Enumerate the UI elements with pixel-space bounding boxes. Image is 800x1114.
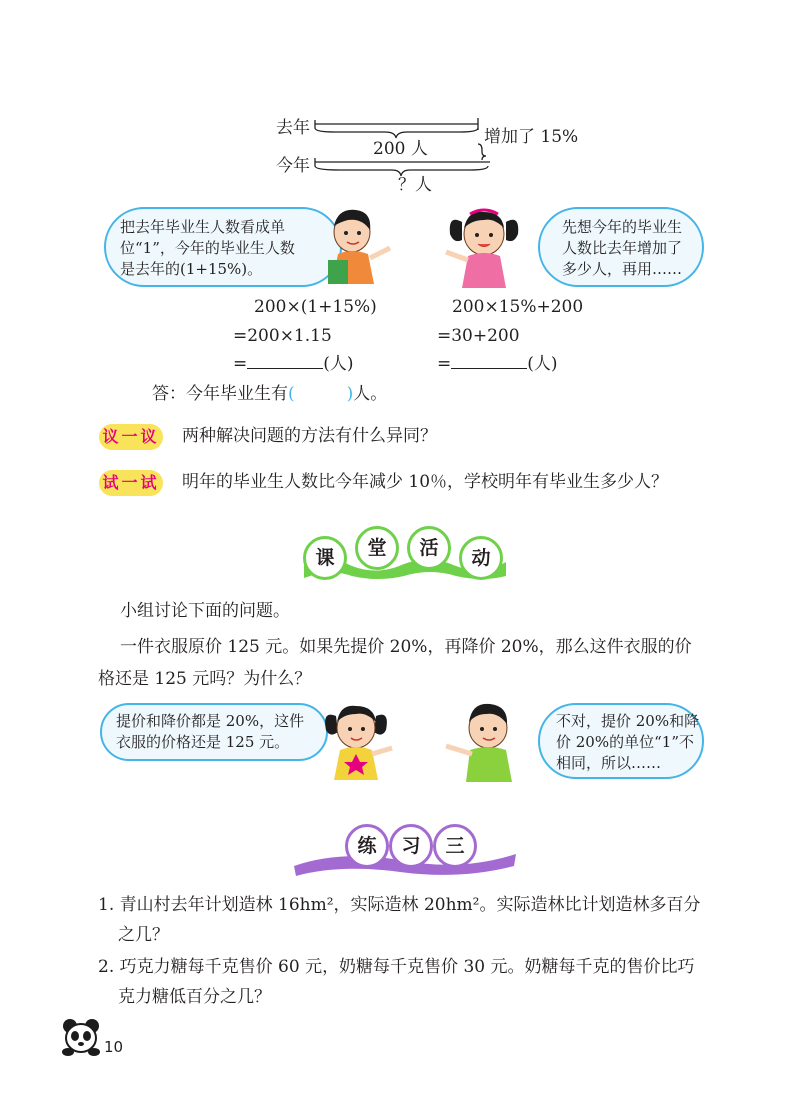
this-year-label: 今年	[276, 156, 310, 176]
activity-intro: 小组讨论下面的问题。	[120, 601, 290, 621]
try-text: 明年的毕业生人数比今年减少 10％，学校明年有毕业生多少人？	[182, 472, 669, 492]
girl-bottom-speech-text: 提价和降价都是 20%，这件 衣服的价格还是 125 元。	[116, 712, 305, 751]
calc-right-line-2: =30+200	[437, 326, 520, 346]
problem-2-line-2: 克力糖低百分之几？	[118, 987, 271, 1007]
boy-bottom-speech-text: 不对，提价 20%和降 价 20%的单位“1”不 相同，所以……	[556, 712, 700, 772]
activity-char-4: 动	[459, 536, 503, 580]
boy-pointing-icon	[440, 698, 526, 790]
calc-right-line-3: = (人)	[437, 354, 558, 374]
discuss-text: 两种解决问题的方法有什么异同？	[182, 426, 437, 446]
girl-bottom-speech-bubble	[100, 703, 328, 761]
exercise-char-2: 习	[389, 824, 433, 868]
boy-speech-text: 把去年毕业生人数看成单 位“1”，今年的毕业生人数 是去年的(1+15%)。	[120, 218, 295, 278]
segment-lines	[300, 110, 490, 190]
problem-1-line-2: 之几？	[118, 925, 169, 945]
page-number: 10	[104, 1038, 124, 1056]
calc-left-line-1: 200×(1+15%)	[254, 297, 377, 317]
girl-pointing-icon	[440, 204, 530, 294]
activity-line-2: 格还是 125 元吗？为什么？	[98, 669, 312, 689]
calc-right-line-1: 200×15%+200	[452, 297, 584, 317]
problem-2-line-1: 2. 巧克力糖每千克售价 60 元，奶糖每千克售价 30 元。奶糖每千克的售价比巧	[98, 957, 695, 977]
activity-char-2: 堂	[355, 526, 399, 570]
girl-pointing-icon	[318, 698, 398, 790]
calc-right-blank[interactable]	[451, 354, 527, 369]
girl-speech-bubble	[538, 207, 704, 287]
calc-left-line-3: = (人)	[233, 354, 354, 374]
exercise-char-3: 三	[433, 824, 477, 868]
calc-left-line-2: =200×1.15	[233, 326, 332, 346]
increase-label: 增加了 15%	[484, 127, 579, 147]
exercise-char-1: 练	[345, 824, 389, 868]
answer-line: 答：今年毕业生有( )人。	[152, 384, 388, 404]
last-year-label: 去年	[276, 118, 310, 138]
problem-1-line-1: 1. 青山村去年计划造林 16hm²，实际造林 20hm²。实际造林比计划造林多百分	[98, 895, 701, 915]
discuss-tag: 议一议	[99, 424, 163, 450]
boy-speech-bubble	[104, 207, 342, 287]
boy-bottom-speech-bubble	[538, 703, 704, 779]
activity-char-3: 活	[407, 526, 451, 570]
panda-icon	[60, 1016, 102, 1058]
activity-line-1: 一件衣服原价 125 元。如果先提价 20%，再降价 20%，那么这件衣服的价	[120, 637, 692, 657]
try-tag: 试一试	[99, 470, 163, 496]
unknown-label: ？人	[398, 175, 432, 195]
calc-left-blank[interactable]	[247, 354, 323, 369]
value-label: 200 人	[373, 139, 428, 159]
boy-with-book-icon	[318, 204, 398, 294]
activity-char-1: 课	[303, 536, 347, 580]
girl-speech-text: 先想今年的毕业生 人数比去年增加了 多少人，再用……	[562, 218, 683, 278]
